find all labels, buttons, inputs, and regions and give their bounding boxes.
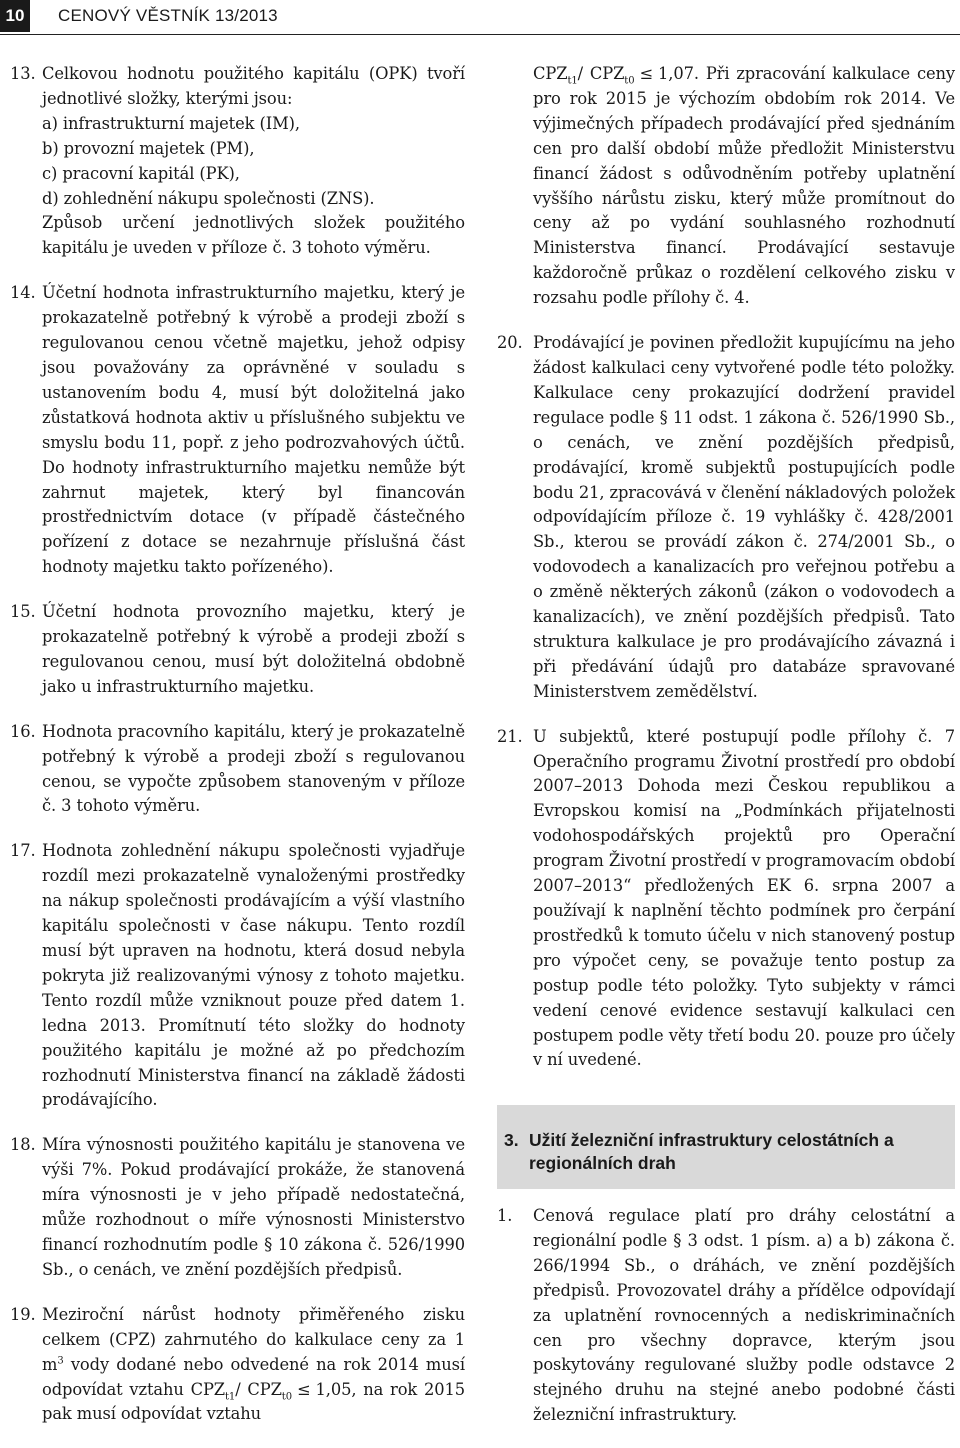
item-14: 14. Účetní hodnota infrastrukturního majetku, který je prokazatelně potřebný k výrobě a prodeji zboží s regulovanou cenou včetně majetku, jehož odpisy jsou považovány za oprávněné v souladu s ustanovením bodu 4, musí být doložitelná jako zůstatková hodnota aktiv u příslušného subjektu ve smyslu bodu 11, popř. z jeho podrozvahových účtů. Do hodnoty infrastrukturního majetku nemůže být zahrnut majetek, který byl financován prostřednictvím dotace (v případě částečného pořízení z dotace se nezahrnuje příslušná část hodnoty majetku takto pořízeného).: [10, 281, 465, 580]
item-18-text: Míra výnosnosti použitého kapitálu je stanovena ve výši 7%. Pokud prodávající prokáže, že stanovená míra výnosnosti je v jeho případě nedostatečná, může rozhodnout o míře výnosnosti Ministerstvo financí rozhodnutím podle § 10 zákona č. 526/1990 Sb., o cenách, ve znění pozdějších předpisů.: [42, 1135, 465, 1279]
item-16: 16. Hodnota pracovního kapitálu, který je prokazatelně potřebný k výrobě a prodeji zboží s regulovanou cenou, se vypočte způsobem stanoveným v příloze č. 3 tohoto výměru.: [10, 720, 465, 820]
item-13: 13. Celkovou hodnotu použitého kapitálu (OPK) tvoří jednotlivé složky, kterými jsou: a) infrastrukturní majetek (IM), b) provozní majetek (PM), c) pracovní kapitál (PK), d) zohlednění nákupu společnosti (ZNS). Způsob určení jednotlivých složek použitého kapitálu je uveden v příloze č. 3 tohoto výměru.: [10, 62, 465, 261]
section-number: 3.: [504, 1130, 519, 1150]
item-21: 21. U subjektů, které postupují podle přílohy č. 7 Operačního programu Životní prostředí pro období 2007–2013 Dohoda mezi Českou republikou a Evropskou komisí na „Podmínkách přijatelnosti vodohospodářských projektů pro Operační program Životní prostředí v programovacím období 2007–2013“ předložených EK 6. srpna 2007 a používají k naplnění těchto podmínek pro čerpání prostředků k tomuto účelu v nich stanovený postup pro výpočet ceny, se považuje tento postup za postup podle této položky. Tyto subjekty v rámci vedení cenové evidence sestavují kalkulaci cen postupem podle věty třetí bodu 20. pouze pro účely v ní uvedené.: [497, 725, 955, 1074]
list-item: d) zohlednění nákupu společnosti (ZNS).: [42, 188, 375, 208]
item-13-end: Způsob určení jednotlivých složek použitého kapitálu je uveden v příloze č. 3 tohoto výměru.: [42, 213, 465, 258]
page-header: [0, 0, 960, 35]
list-item: a) infrastrukturní majetek (IM),: [42, 113, 300, 133]
item-15: 15. Účetní hodnota provozního majetku, který je prokazatelně potřebný k výrobě a prodeji zboží s regulovanou cenou, musí být doložitelná obdobně jako u infrastrukturního majetku.: [10, 600, 465, 700]
section-3-body: [497, 1204, 955, 1448]
item-20-text: Prodávající je povinen předložit kupujícímu na jeho žádost kalkulaci ceny vytvořené podle této položky. Kalkulace ceny prokazující dodržení pravidel regulace podle § 11 odst. 1 zákona č. 526/1990 Sb., o cenách, ve znění pozdějších předpisů, prodávající, kromě subjektů postupujících podle bodu 21, zpracovává v členění nákladových položek odpovídajícím příloze č. 19 vyhlášky č. 428/2001 Sb., kterou se provádí zákon č. 274/2001 Sb., o vodovodech a kanalizacích pro veřejnou potřebu a o změně některých zákonů (zákon o vodovodech a kanalizacích), ve znění pozdějších předpisů. Tato struktura kalkulace je pro prodávajícího závazná i při předávání údajů pro databáze spravované Ministerstvem zemědělství.: [533, 333, 955, 701]
item-19-text: Meziroční nárůst hodnoty přiměřeného zisku celkem (CPZ) zahrnutého do kalkulace ceny za 1 $m^3$ vody dodané nebo odvedené na rok 2014 musí odpovídat vztahu $CPZ_{t1}/$ $CPZ_{t0} \le 1,05$, na rok 2015 pak musí odpovídat vztahu: [42, 1304, 465, 1424]
list-item: c) pracovní kapitál (PK),: [42, 163, 240, 183]
section-3-heading: [497, 1105, 955, 1189]
item-17: 17. Hodnota zohlednění nákupu společnosti vyjadřuje rozdíl mezi prokazatelně vynaloženými prostředky na nákup společnosti prodávajícím a výší vlastního kapitálu společnosti v čase nákupu. Tento rozdíl musí být upraven na hodnotu, která dosud nebyla pokryta již realizovanými výnosy z tohoto majetku. Tento rozdíl může vzniknout pouze před datem 1. ledna 2013. Promítnutí této složky do hodnoty použitého kapitálu je možné až po předchozím rozhodnutí Ministerstva financí na základě žádosti prodávajícího.: [10, 839, 465, 1113]
s3-item-1: 1. Cenová regulace platí pro dráhy celostátní a regionální podle § 3 odst. 1 písm. a) a b) zákona č. 266/1994 Sb., o dráhách, ve znění pozdějších předpisů. Provozovatel dráhy a přídělce odpovídají za uplatnění rovnocenných a nediskriminačních cen pro všechny dopravce, kterým jsou poskytovány regulované služby podle odstavce 2 stejného druhu na stejné anebo podobné části železniční infrastruktury.: [497, 1204, 955, 1428]
journal-title: CENOVÝ VĚSTNÍK 13/2013: [58, 6, 278, 25]
item-17-text: Hodnota zohlednění nákupu společnosti vyjadřuje rozdíl mezi prokazatelně vynaloženými prostředky na nákup společnosti prodávajícím a výší vlastního kapitálu společnosti v čase nákupu. Tento rozdíl musí být upraven na hodnotu, která dosud nebyla pokryta již realizovanými výnosy z tohoto majetku. Tento rozdíl může vzniknout pouze před datem 1. ledna 2013. Promítnutí této složky do hodnoty použitého kapitálu je možné až po předchozím rozhodnutí Ministerstva financí na základě žádosti prodávajícího.: [42, 841, 465, 1110]
item-13-intro: Celkovou hodnotu použitého kapitálu (OPK) tvoří jednotlivé složky, kterými jsou:: [42, 64, 465, 108]
item-19-continuation: $CPZ_{t1}/$ $CPZ_{t0} \le 1,07$. Při zpracování kalkulace ceny pro rok 2015 je výchozím obdobím rok 2014. Ve výjimečných případech prodávající před sjednáním cen pro další období může předložit Ministerstvu financí žádost s odůvodněním potřeby uplatnění vyššího nárůstu zisku, který může promítnout do ceny až po vydání souhlasného rozhodnutí Ministerstva financí. Prodávající sestavuje každoročně průkaz o rozdělení celkového zisku v rozsahu podle přílohy č. 4.: [533, 64, 955, 308]
item-14-text: Účetní hodnota infrastrukturního majetku, který je prokazatelně potřebný k výrobě a prodeji zboží s regulovanou cenou včetně majetku, jehož odpisy jsou považovány za oprávněné v souladu s ustanovením bodu 4, musí být doložitelná jako zůstatková hodnota aktiv u příslušného subjektu ve smyslu bodu 11, popř. z jeho podrozvahových účtů. Do hodnoty infrastrukturního majetku nemůže být zahrnut majetek, který byl financován prostřednictvím dotace (v případě částečného pořízení z dotace se nezahrnuje příslušná část hodnoty majetku takto pořízeného).: [42, 283, 465, 577]
left-column: [10, 62, 465, 1447]
item-20: 20. Prodávající je povinen předložit kupujícímu na jeho žádost kalkulaci ceny vytvořené podle této položky. Kalkulace ceny prokazující dodržení pravidel regulace podle § 11 odst. 1 zákona č. 526/1990 Sb., o cenách, ve znění pozdějších předpisů, prodávající, kromě subjektů postupujících podle bodu 21, zpracovává v členění nákladových položek odpovídajícím příloze č. 19 vyhlášky č. 428/2001 Sb., kterou se provádí zákon č. 274/2001 Sb., o vodovodech a kanalizacích pro veřejnou potřebu a o změně některých zákonů (zákon o vodovodech a kanalizacích), ve znění pozdějších předpisů. Tato struktura kalkulace je pro prodávajícího závazná i při předávání údajů pro databáze spravované Ministerstvem zemědělství.: [497, 331, 955, 705]
item-18: 18. Míra výnosnosti použitého kapitálu je stanovena ve výši 7%. Pokud prodávající prokáže, že stanovená míra výnosnosti je v jeho případě nedostatečná, může rozhodnout o míře výnosnosti Ministerstvo financí rozhodnutím podle § 10 zákona č. 526/1990 Sb., o cenách, ve znění pozdějších předpisů.: [10, 1133, 465, 1282]
item-21-text: U subjektů, které postupují podle přílohy č. 7 Operačního programu Životní prostředí pro období 2007–2013 Dohoda mezi Českou republikou a Evropskou komisí na „Podmínkách přijatelnosti vodohospodářských projektů pro Operační program Životní prostředí v programovacím období 2007–2013“ předložených EK 6. srpna 2007 a používají k naplnění těchto podmínek pro čerpání prostředků k tomuto účelu v nich stanovený postup pro výpočet ceny, se považuje tento postup za postup podle této položky. Tyto subjekty v rámci vedení cenové evidence sestavují kalkulaci cen postupem podle věty třetí bodu 20. pouze pro účely v ní uvedené.: [533, 726, 955, 1070]
item-16-text: Hodnota pracovního kapitálu, který je prokazatelně potřebný k výrobě a prodeji zboží s regulovanou cenou, se vypočte způsobem stanoveným v příloze č. 3 tohoto výměru.: [42, 721, 465, 816]
item-15-text: Účetní hodnota provozního majetku, který je prokazatelně potřebný k výrobě a prodeji zboží s regulovanou cenou, musí být doložitelná obdobně jako u infrastrukturního majetku.: [42, 602, 465, 696]
s3-item-1-text: Cenová regulace platí pro dráhy celostátní a regionální podle § 3 odst. 1 písm. a) a b) zákona č. 266/1994 Sb., o dráhách, ve znění pozdějších předpisů. Provozovatel dráhy a přídělce odpovídají za uplatnění rovnocenných a nediskriminačních cen pro všechny dopravce, kterým jsou poskytovány regulované služby podle odstavce 2 stejného druhu na stejné anebo podobné části železniční infrastruktury.: [533, 1206, 955, 1425]
list-item: b) provozní majetek (PM),: [42, 138, 255, 158]
item-13-list: [42, 112, 465, 212]
item-19: 19. Meziroční nárůst hodnoty přiměřeného zisku celkem (CPZ) zahrnutého do kalkulace ceny za 1 $m^3$ vody dodané nebo odvedené na rok 2014 musí odpovídat vztahu $CPZ_{t1}/$ $CPZ_{t0} \le 1,05$, na rok 2015 pak musí odpovídat vztahu: [10, 1303, 465, 1428]
page-number: 10: [0, 0, 30, 32]
section-title: Užití železniční infrastruktury celostátních a regionálních drah: [529, 1130, 894, 1173]
right-column: [497, 62, 955, 1093]
